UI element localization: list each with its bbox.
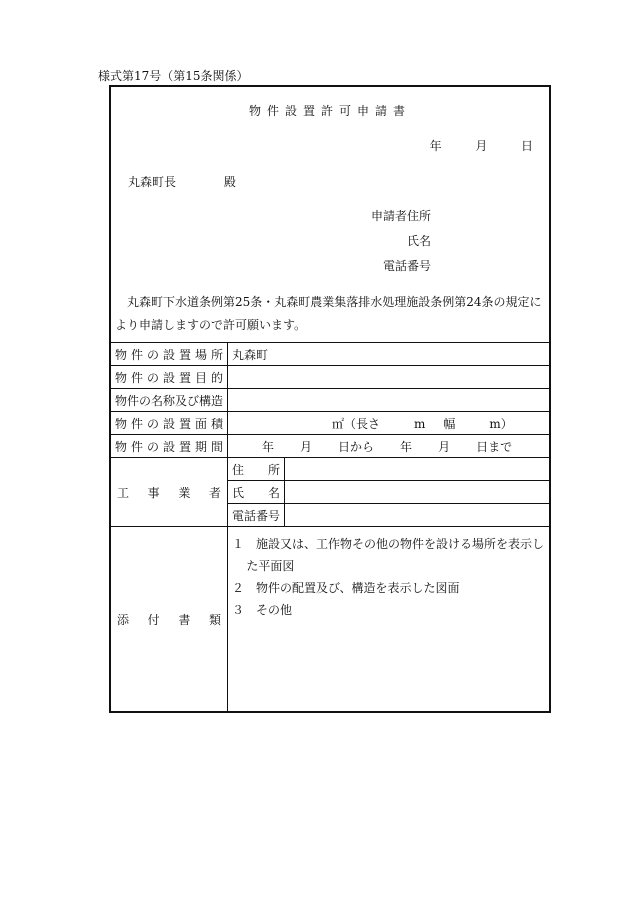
table-row bbox=[111, 412, 549, 435]
period-value[interactable] bbox=[228, 435, 550, 458]
list-item: １ 施設又は、工作物その他の物件を設ける場所を表示した平面図 bbox=[232, 537, 545, 573]
list-item: ３ その他 bbox=[232, 603, 293, 617]
date-day: 日 bbox=[520, 139, 533, 153]
area-unit: ㎡（長さ bbox=[332, 416, 381, 431]
name-structure-label: 物件の名称及び構造 bbox=[111, 389, 228, 412]
request-statement: 丸森町下水道条例第25条・丸森町農業集落排水処理施設条例第24条の規定により申請しますので許可願います。 bbox=[115, 295, 542, 332]
contractor-name-label: 氏名 bbox=[228, 481, 285, 504]
table-row bbox=[111, 435, 549, 458]
area-width-label: 幅 bbox=[443, 416, 456, 431]
list-item: ２ 物件の配置及び、構造を表示した図面 bbox=[232, 581, 460, 595]
purpose-value[interactable] bbox=[228, 366, 550, 389]
attachments-label: 添付書類 bbox=[111, 527, 228, 712]
date-year: 年 bbox=[429, 139, 442, 153]
area-value[interactable] bbox=[228, 412, 550, 435]
area-label: 物件の設置面積 bbox=[111, 412, 228, 435]
period-label: 物件の設置期間 bbox=[111, 435, 228, 458]
date-line bbox=[430, 137, 533, 154]
contractor-address-label: 住所 bbox=[228, 458, 285, 481]
applicant-phone-label: 電話番号 bbox=[382, 259, 431, 273]
table-row bbox=[111, 527, 549, 712]
table-row bbox=[111, 458, 549, 481]
period-start-month: 月 bbox=[300, 439, 313, 454]
contractor-phone-label: 電話番号 bbox=[228, 504, 285, 527]
contractor-name-value[interactable] bbox=[285, 481, 550, 504]
contractor-address-value[interactable] bbox=[285, 458, 550, 481]
location-label: 物件の設置場所 bbox=[111, 343, 228, 366]
attachments-list bbox=[228, 527, 550, 712]
addressee bbox=[128, 173, 236, 190]
table-row bbox=[111, 343, 549, 366]
period-end-year: 年 bbox=[400, 439, 413, 454]
application-form bbox=[109, 85, 551, 713]
details-table bbox=[111, 342, 549, 711]
table-row bbox=[111, 366, 549, 389]
form-reference: 様式第17号（第15条関係） bbox=[98, 69, 249, 83]
period-start-year: 年 bbox=[262, 439, 275, 454]
contractor-phone-value[interactable] bbox=[285, 504, 550, 527]
purpose-label: 物件の設置目的 bbox=[111, 366, 228, 389]
table-row bbox=[111, 389, 549, 412]
applicant-address-label: 申請者住所 bbox=[370, 209, 431, 223]
period-end-month: 月 bbox=[438, 439, 451, 454]
form-title: 物件設置許可申請書 bbox=[248, 104, 411, 118]
addressee-name: 丸森町長 bbox=[128, 175, 177, 189]
contractor-label: 工事業者 bbox=[111, 458, 228, 527]
area-length-unit: m bbox=[414, 416, 426, 431]
date-month: 月 bbox=[475, 139, 488, 153]
period-start-day: 日から bbox=[338, 439, 375, 454]
area-width-unit: m） bbox=[489, 416, 513, 431]
location-value[interactable]: 丸森町 bbox=[228, 343, 550, 366]
addressee-honorific: 殿 bbox=[223, 175, 236, 189]
period-end-day: 日まで bbox=[476, 439, 513, 454]
name-structure-value[interactable] bbox=[228, 389, 550, 412]
applicant-name-label: 氏名 bbox=[406, 234, 431, 248]
